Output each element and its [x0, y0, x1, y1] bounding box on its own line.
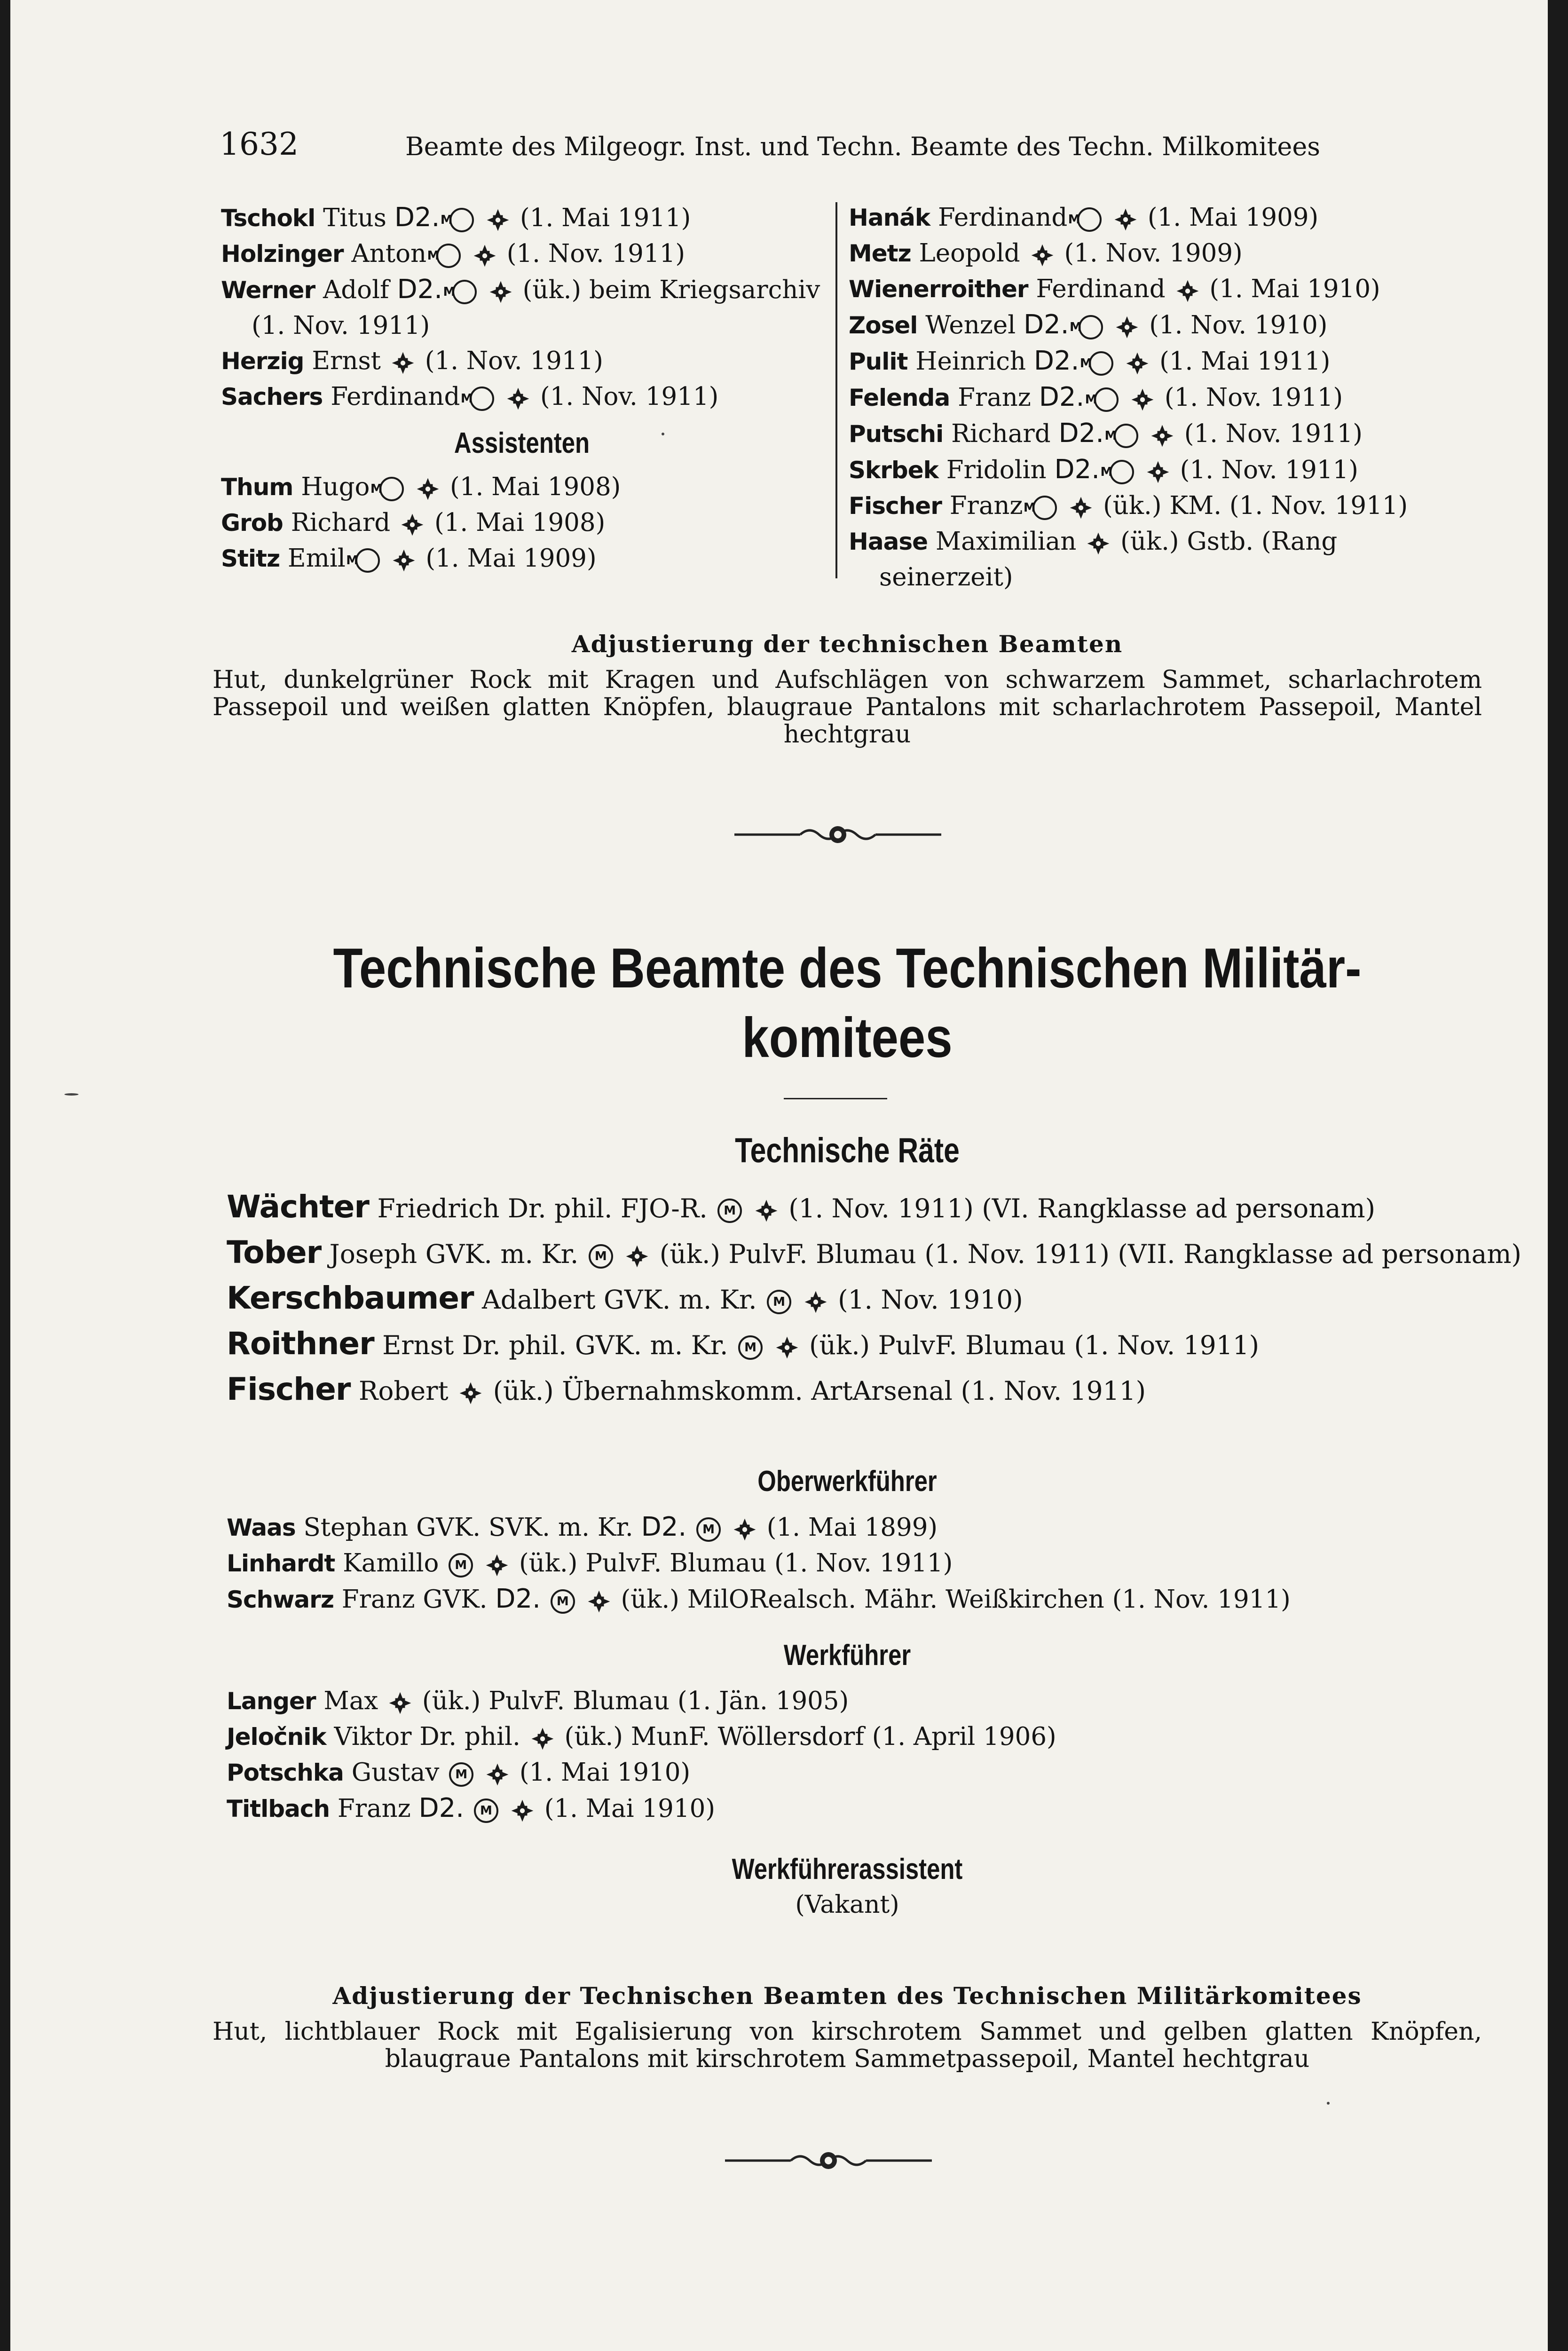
- entry-decoration: D2.: [1033, 346, 1079, 376]
- circled-m-icon: M: [436, 244, 461, 268]
- circled-m-icon: M: [551, 1589, 575, 1614]
- entry-given-name: Richard: [291, 508, 391, 537]
- entry-decoration: D2.: [1039, 382, 1085, 412]
- order-cross-icon: [1069, 496, 1093, 520]
- entry-details: (ük.) beim Kriegsarchiv (1. Nov. 1911): [252, 276, 820, 340]
- list-item: [227, 1276, 1487, 1322]
- technische-raete-heading-wrap: [165, 1133, 1529, 1168]
- oberwerkfuehrer-heading: Oberwerkführer: [757, 1465, 937, 1498]
- technische-raete-list: [227, 1185, 1522, 1413]
- circled-m-icon: M: [589, 1244, 613, 1269]
- werkfuehrer-list: [227, 1683, 1487, 1827]
- entry-given-name: Richard: [951, 419, 1051, 448]
- list-item: [221, 541, 823, 576]
- entry-given-name: Maximilian: [935, 527, 1077, 556]
- entry-surname: Roithner: [227, 1325, 374, 1362]
- circled-m-icon: M: [452, 280, 477, 304]
- circled-m-icon: M: [1032, 496, 1057, 520]
- entry-details: (ük.) MunF. Wöllersdorf (1. April 1906): [564, 1722, 1056, 1751]
- entry-details: (1. Nov. 1911): [540, 382, 719, 411]
- entry-given-name: Hugo: [301, 473, 370, 501]
- order-cross-icon: [733, 1517, 757, 1542]
- list-item: [221, 379, 823, 415]
- entry-details: (1. Mai 1911): [520, 204, 691, 232]
- entry-details: (1. Mai 1910): [1209, 275, 1380, 303]
- entry-surname: Fischer: [849, 492, 942, 520]
- speck: [1327, 2102, 1330, 2105]
- order-cross-icon: [1086, 531, 1111, 556]
- list-item: [849, 236, 1460, 271]
- list-item: [227, 1231, 1522, 1276]
- list-item: [849, 379, 1460, 416]
- document-page: [10, 0, 1548, 2351]
- circled-m-icon: M: [1089, 351, 1113, 376]
- entry-details: (1. Nov. 1911): [1164, 383, 1343, 412]
- circled-m-icon: M: [738, 1335, 763, 1360]
- entry-given-name: Franz: [949, 491, 1023, 520]
- left-column: [221, 200, 823, 576]
- list-item: [221, 272, 823, 343]
- order-cross-icon: [804, 1290, 828, 1314]
- list-item: [227, 1581, 1487, 1617]
- entry-given-name: Ernst: [312, 347, 381, 375]
- list-item: [221, 505, 823, 541]
- werkfuehrer-heading-wrap: [165, 1641, 1529, 1670]
- order-cross-icon: [485, 1762, 510, 1787]
- circled-m-icon: M: [1077, 207, 1102, 232]
- entry-given-name: Franz: [958, 383, 1031, 412]
- main-title-line-1: Technische Beamte des Technischen Militär-: [333, 937, 1362, 1000]
- entry-surname: Stitz: [221, 545, 280, 572]
- entry-surname: Zosel: [849, 312, 918, 339]
- entry-details: (1. Nov. 1910): [1149, 311, 1328, 339]
- order-cross-icon: [587, 1589, 611, 1614]
- entry-given-name: Ferdinand: [331, 382, 460, 411]
- circled-m-icon: M: [696, 1517, 721, 1542]
- entry-surname: Titlbach: [227, 1795, 330, 1822]
- werkfuehrer-heading: Werkführer: [783, 1639, 911, 1672]
- list-item: [227, 1509, 1487, 1546]
- entry-details: (ük.) Übernahmskomm. ArtArsenal (1. Nov. 1911): [493, 1376, 1146, 1406]
- entry-surname: Hanák: [849, 204, 930, 231]
- entry-details: (1. Nov. 1910): [838, 1285, 1023, 1315]
- entry-given-name: Max: [323, 1687, 378, 1715]
- werkfuehrerassistent-note: (Vakant): [795, 1891, 899, 1919]
- entry-details: (ük.) PulvF. Blumau (1. Nov. 1911): [519, 1549, 953, 1578]
- entry-details: (ük.) PulvF. Blumau (1. Nov. 1911) (VII. Rangklasse ad personam): [659, 1239, 1522, 1269]
- entry-details: (1. Nov. 1911): [1184, 419, 1363, 448]
- list-item: [227, 1755, 1487, 1791]
- title-rule: [784, 1098, 887, 1099]
- entry-given-name: Ferdinand: [1036, 275, 1166, 303]
- main-title: [261, 933, 1434, 1073]
- list-item: [221, 343, 823, 379]
- order-cross-icon: [391, 351, 415, 375]
- assistants-heading: Assistenten: [454, 427, 590, 459]
- circled-m-icon: M: [449, 1553, 473, 1578]
- order-cross-icon: [1125, 351, 1150, 376]
- order-cross-icon: [1150, 424, 1174, 448]
- list-item: [227, 1791, 1487, 1827]
- entry-surname: Holzinger: [221, 240, 344, 268]
- assistants-entries: [221, 469, 823, 576]
- ornament-divider-icon: [725, 2146, 932, 2175]
- entry-surname: Linhardt: [227, 1550, 335, 1577]
- list-item: [849, 200, 1460, 236]
- entry-given-name: Anton: [351, 239, 427, 268]
- entry-details: (1. Mai 1899): [766, 1513, 938, 1542]
- order-cross-icon: [485, 1553, 509, 1578]
- entry-given-name: Wenzel: [925, 311, 1016, 339]
- list-item: [849, 452, 1460, 488]
- entry-given-name: Franz GVK.: [341, 1585, 488, 1614]
- list-item: [849, 271, 1460, 307]
- entry-surname: Potschka: [227, 1759, 344, 1786]
- entry-details: (1. Mai 1909): [425, 544, 597, 573]
- entry-surname: Langer: [227, 1688, 316, 1715]
- oberwerkfuehrer-list: [227, 1509, 1487, 1617]
- entry-given-name: Viktor Dr. phil.: [334, 1722, 520, 1751]
- entry-given-name: Robert: [358, 1376, 449, 1406]
- list-item: [227, 1719, 1487, 1755]
- entry-given-name: Kamillo: [343, 1549, 439, 1578]
- entry-details: (1. Nov. 1911): [506, 239, 686, 268]
- list-item: [849, 343, 1460, 379]
- oberwerkfuehrer-heading-wrap: [165, 1467, 1529, 1496]
- right-entries: [849, 200, 1460, 595]
- entry-surname: Pulit: [849, 348, 908, 375]
- order-cross-icon: [1030, 243, 1055, 268]
- list-item: [849, 488, 1460, 524]
- entry-given-name: Gustav: [351, 1758, 440, 1787]
- order-cross-icon: [392, 548, 416, 573]
- ornament-divider-icon: [734, 820, 941, 849]
- entry-given-name: Ferdinand: [938, 203, 1068, 232]
- entry-details: (1. Mai 1908): [450, 473, 621, 501]
- circled-m-icon: M: [470, 387, 494, 411]
- circled-m-icon: M: [1114, 424, 1138, 448]
- circled-m-icon: M: [1094, 387, 1119, 412]
- circled-m-icon: M: [449, 1762, 473, 1787]
- list-item: [221, 200, 823, 236]
- entry-given-name: Heinrich: [915, 347, 1026, 376]
- entry-given-name: Emil: [287, 544, 346, 573]
- entry-details: (ük.) KM. (1. Nov. 1911): [1103, 491, 1408, 520]
- entry-surname: Sachers: [221, 383, 323, 410]
- entry-surname: Metz: [849, 240, 911, 267]
- order-cross-icon: [473, 244, 497, 268]
- page-number: 1632: [220, 126, 299, 162]
- entry-given-name: Joseph GVK. m. Kr.: [329, 1239, 579, 1269]
- circled-m-icon: M: [717, 1199, 742, 1223]
- entry-surname: Putschi: [849, 420, 944, 448]
- adjustierung-heading-2: Adjustierung der Technischen Beamten des Technischen Militärkomitees: [332, 1982, 1362, 2010]
- entry-surname: Grob: [221, 509, 283, 536]
- list-item: [227, 1367, 1487, 1413]
- adjustierung-section-2: [213, 1982, 1482, 2073]
- entry-decoration: D2.: [1054, 454, 1100, 485]
- entry-given-name: Adalbert GVK. m. Kr.: [482, 1285, 757, 1315]
- order-cross-icon: [506, 387, 530, 411]
- order-cross-icon: [510, 1799, 535, 1823]
- entry-given-name: Friedrich Dr. phil. FJO-R.: [377, 1193, 708, 1223]
- entry-decoration: D2.: [418, 1793, 465, 1823]
- entry-decoration: D2.: [1024, 309, 1069, 340]
- entry-surname: Tschokl: [221, 205, 315, 232]
- list-item: [221, 236, 823, 272]
- adjustierung-heading-1: Adjustierung der technischen Beamten: [571, 630, 1123, 658]
- entry-surname: Herzig: [221, 347, 304, 375]
- entry-surname: Haase: [849, 528, 928, 555]
- entry-surname: Thum: [221, 473, 293, 501]
- speck: [662, 433, 664, 435]
- entry-given-name: Franz: [337, 1794, 411, 1823]
- entry-surname: Jeločnik: [227, 1723, 326, 1751]
- order-cross-icon: [486, 208, 510, 232]
- list-item: [227, 1683, 1487, 1719]
- entry-surname: Schwarz: [227, 1586, 334, 1613]
- running-title: Beamte des Milgeogr. Inst. und Techn. Beamte des Techn. Milkomitees: [405, 132, 1321, 161]
- technische-raete-heading: Technische Räte: [735, 1131, 960, 1170]
- entry-given-name: Stephan GVK. SVK. m. Kr.: [303, 1513, 633, 1542]
- left-entries: [221, 200, 823, 415]
- speck: [64, 1093, 79, 1096]
- list-item: [849, 524, 1460, 595]
- entry-decoration: D2.: [1058, 418, 1104, 449]
- entry-surname: Skrbek: [849, 457, 938, 484]
- entry-details: (ük.) PulvF. Blumau (1. Nov. 1911): [809, 1330, 1260, 1360]
- entry-surname: Wächter: [227, 1189, 369, 1225]
- entry-details: (1. Mai 1910): [519, 1758, 691, 1787]
- adjustierung-section-1: [213, 630, 1482, 748]
- entry-details: (ük.) MilORealsch. Mähr. Weißkirchen (1. Nov. 1911): [621, 1585, 1291, 1614]
- entry-given-name: Fridolin: [946, 456, 1047, 484]
- werkfuehrerassistent-heading: Werkführerassistent: [732, 1853, 963, 1886]
- right-column: [849, 200, 1460, 595]
- list-item: [849, 307, 1460, 343]
- order-cross-icon: [458, 1381, 483, 1405]
- circled-m-icon: M: [355, 548, 380, 573]
- circled-m-icon: M: [379, 477, 404, 501]
- entry-details: (ük.) PulvF. Blumau (1. Jän. 1905): [422, 1687, 849, 1715]
- entry-decoration: D2.: [495, 1584, 541, 1614]
- order-cross-icon: [754, 1199, 779, 1223]
- order-cross-icon: [489, 280, 513, 304]
- order-cross-icon: [1130, 387, 1155, 412]
- entry-details: (ük.) Gstb. (Rang seinerzeit): [879, 527, 1338, 592]
- werkfuehrerassistent-wrap: [165, 1855, 1529, 1919]
- list-item: [227, 1322, 1487, 1367]
- order-cross-icon: [1175, 279, 1200, 303]
- order-cross-icon: [775, 1335, 799, 1360]
- entry-surname: Tober: [227, 1234, 322, 1270]
- entry-surname: Werner: [221, 276, 315, 304]
- list-item: [227, 1185, 1487, 1231]
- order-cross-icon: [1146, 460, 1170, 484]
- adjustierung-text-2: Hut, lichtblauer Rock mit Egalisierung von kirschrotem Sammet und gelben glatten Knöpfen, blaugraue Pantalons mit kirschrotem Sammetpassepoil, Mantel hechtgrau: [213, 2018, 1482, 2073]
- entry-surname: Waas: [227, 1514, 296, 1541]
- order-cross-icon: [400, 513, 425, 537]
- entry-details: (1. Mai 1908): [434, 508, 606, 537]
- entry-details: (1. Nov. 1911): [425, 347, 603, 375]
- entry-given-name: Ernst Dr. phil. GVK. m. Kr.: [382, 1330, 728, 1360]
- entry-details: (1. Mai 1909): [1147, 203, 1319, 232]
- adjustierung-text-1: Hut, dunkelgrüner Rock mit Kragen und Aufschlägen von schwarzem Sammet, scharlachrotem Passepoil und weißen glatten Knöpfen, blaugraue Pantalons mit scharlachrotem Passepoil, Mantel hechtgrau: [213, 666, 1482, 749]
- list-item: [849, 416, 1460, 452]
- entry-details: (1. Mai 1911): [1159, 347, 1331, 376]
- order-cross-icon: [388, 1691, 412, 1715]
- entry-decoration: D2.: [394, 202, 440, 233]
- entry-surname: Felenda: [849, 384, 950, 411]
- main-title-line-2: komitees: [742, 1006, 953, 1069]
- entry-surname: Fischer: [227, 1371, 351, 1407]
- entry-decoration: D2.: [641, 1512, 687, 1542]
- entry-details: (1. Nov. 1911): [1180, 456, 1358, 484]
- list-item: [227, 1546, 1487, 1581]
- entry-details: (1. Mai 1910): [544, 1794, 716, 1823]
- column-divider: [835, 202, 837, 578]
- circled-m-icon: M: [767, 1290, 791, 1314]
- entry-surname: Kerschbaumer: [227, 1280, 474, 1316]
- order-cross-icon: [1113, 207, 1138, 232]
- circled-m-icon: M: [1110, 460, 1134, 484]
- entry-details: (1. Nov. 1909): [1064, 239, 1243, 268]
- list-item: [221, 469, 823, 505]
- entry-decoration: D2.: [397, 274, 443, 305]
- entry-given-name: Titus: [323, 204, 386, 232]
- circled-m-icon: M: [474, 1799, 498, 1823]
- entry-surname: Wienerroither: [849, 276, 1028, 303]
- entry-given-name: Leopold: [919, 239, 1020, 268]
- order-cross-icon: [1115, 315, 1139, 339]
- order-cross-icon: [416, 477, 440, 501]
- order-cross-icon: [530, 1727, 555, 1751]
- circled-m-icon: M: [1079, 315, 1103, 339]
- entry-details: (1. Nov. 1911) (VI. Rangklasse ad personam): [788, 1193, 1376, 1223]
- order-cross-icon: [625, 1244, 649, 1269]
- circled-m-icon: M: [449, 208, 474, 232]
- entry-given-name: Adolf: [323, 276, 389, 304]
